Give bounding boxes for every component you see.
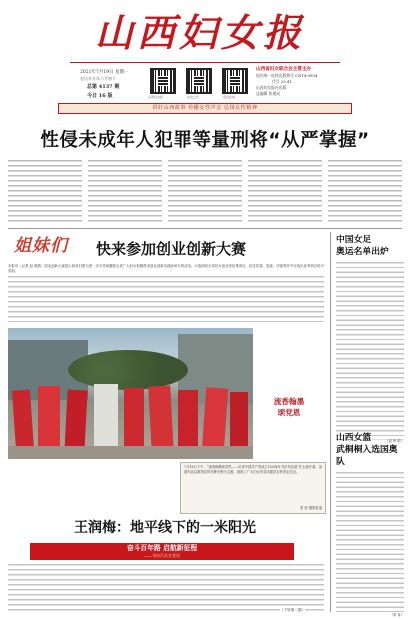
scroll-2 (38, 386, 60, 452)
scroll-5 (124, 388, 144, 452)
lead-column-1 (8, 160, 82, 222)
editor-line (256, 91, 396, 97)
masthead-rule (70, 62, 340, 63)
editor-label: 总编辑 (256, 91, 268, 96)
photo-note-box (180, 462, 326, 514)
horizon-continued: （下转第二版） (280, 608, 306, 612)
sidebar-basketball (336, 432, 404, 617)
sidebar-divider (330, 232, 331, 612)
section-rule (8, 228, 402, 229)
entrepreneur-body (8, 264, 324, 324)
editor-name: 张建成 (268, 91, 280, 96)
sidebar-basketball-text (336, 472, 404, 612)
qr-label-1: 山西妇女报 (148, 95, 164, 99)
sidebar-basketball-title: 山西女篮 武桐桐入选国奥队 (336, 433, 398, 467)
publisher-line: 山西妇女报社出版 (256, 85, 287, 90)
qr-label-3: 晋妇在线 (223, 95, 236, 99)
calligraphy-photo (8, 328, 253, 459)
slogan-text: 讲好山西故事 传播女性声音 弘扬女性精神 (152, 105, 258, 111)
lead-column-5 (328, 160, 402, 222)
masthead (0, 0, 410, 100)
photo-caption-line1: 流香翰墨 (273, 397, 305, 406)
lead-column-4 (248, 160, 322, 222)
sidebar-olympics-text (336, 262, 404, 440)
postal-code: 代号 25-41 (272, 79, 292, 84)
lead-column-3 (168, 160, 242, 222)
scroll-6 (148, 385, 173, 452)
horizon-banner-title: 奋斗百年路 启航新征程 (126, 544, 198, 552)
ground (8, 446, 253, 459)
entrepreneur-body-text: 本报讯（记者 赵 晓燕）创业创新大赛是山西省妇联为进一步引导和激励全省广大妇女积极投身创业创新实践而举办的活动，大赛面向全省妇女创业者征集项目，经过初赛、复赛、决赛等环节评选出优秀项目给予奖励。 (8, 264, 324, 273)
qr-label-2: 妇女之声 (187, 95, 200, 99)
scroll-3 (64, 390, 87, 453)
sidebar-olympics-title: 中国女足 奥运名单出炉 (336, 235, 389, 257)
qr-code-2 (186, 68, 212, 94)
tree-canopy (68, 350, 188, 390)
sponsor-line: 山西省妇女联合会主管主办 (256, 67, 312, 72)
lead-story-columns (8, 160, 402, 224)
scroll-8 (202, 387, 228, 452)
headline: 性侵未成年人犯罪等量刑将“从严掌握” (40, 130, 370, 151)
sidebar-olympics-credit: （赵 杨 彬） (385, 439, 404, 443)
lead-column-2 (88, 160, 162, 222)
masthead-title: 山西妇女报 (94, 10, 305, 55)
scroll-9 (230, 392, 248, 452)
issue-number: 总第 4137 期 (87, 84, 120, 90)
lunar-line: 农历辛丑年六月初十 (80, 76, 116, 81)
photo-note-credit: 张 欣 摄影报道 (300, 506, 322, 510)
horizon-banner-sub: ——寻访百名女党员 (144, 553, 180, 558)
sidebar-olympics (336, 234, 404, 443)
photo-note-text: 7月16日下午，“流香翰墨颂党恩——庆祝中国共产党成立100周年书法作品展”在太原开幕，参展作品以歌颂党的光辉历程为主题，展现了广大妇女听党话跟党走的坚定信念。 (184, 465, 322, 474)
page-count: 今日 16 版 (87, 93, 113, 99)
horizon-columns (8, 564, 324, 612)
entrepreneur-title: 快来参加创业创新大赛 (96, 240, 247, 258)
slogan-bar (58, 103, 352, 114)
qr-code-3 (222, 68, 248, 94)
qr-code-1 (150, 68, 176, 94)
entrepreneur-kicker: 姐妹们 (14, 236, 68, 256)
horizon-banner (30, 543, 294, 560)
date-line: 2021年7月19日 星期一 (80, 70, 129, 75)
scroll-7 (178, 390, 198, 452)
horizon-title: 王润梅：地平线下的一米阳光 (74, 520, 256, 536)
sponsor-box (256, 66, 396, 97)
scroll-4 (94, 384, 118, 454)
photo-caption-line2: 颂党恩 (277, 408, 301, 417)
entrepreneur-columns (8, 276, 324, 322)
sidebar-basketball-credit: （李 奇） (389, 613, 404, 617)
cn-line: 国内统一连续出版物号 CN14-0004 (256, 73, 318, 78)
photo-caption-box (256, 396, 322, 422)
